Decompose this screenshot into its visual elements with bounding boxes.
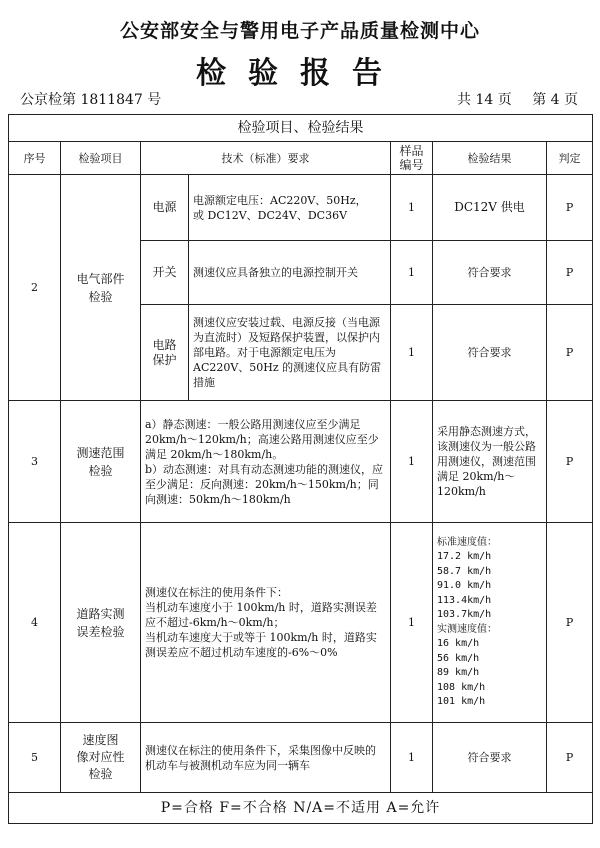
row-item: 道路实测 误差检验 <box>61 523 141 723</box>
table-row <box>9 723 593 793</box>
verdict: P <box>547 401 593 523</box>
org-name: 公安部安全与警用电子产品质量检测中心 <box>119 20 480 42</box>
table-row <box>9 175 593 241</box>
verdict: P <box>547 723 593 793</box>
sample-no: 1 <box>391 723 433 793</box>
page-title: 检验报告 <box>196 56 404 91</box>
row-no: 3 <box>9 401 61 523</box>
result: 符合要求 <box>433 305 547 401</box>
row-item: 电气部件 检验 <box>61 175 141 401</box>
verdict: P <box>547 175 593 241</box>
row-no: 4 <box>9 523 61 723</box>
verdict-legend: P=合格 F=不合格 N/A=不适用 A=允许 <box>9 793 593 824</box>
header-requirement: 技术（标准）要求 <box>141 142 391 175</box>
row-no: 5 <box>9 723 61 793</box>
header-sample: 样品 编号 <box>391 142 433 175</box>
row-requirement: 测速仪在标注的使用条件下： 当机动车速度小于 100km/h 时，道路实测误差应不超过-6km/h～0km/h； 当机动车速度大于或等于 100km/h 时，道路实测误差应不超过机动车速度的-6%～0% <box>141 523 391 723</box>
sub-item-requirement: 测速仪应具备独立的电源控制开关 <box>189 241 391 305</box>
sub-item-label: 电路 保护 <box>141 305 189 401</box>
page-number: 第 4 页 <box>532 92 578 108</box>
table-row <box>9 401 593 523</box>
sub-item-label: 开关 <box>141 241 189 305</box>
result: 采用静态测速方式，该测速仪为一般公路用测速仪，测速范围满足 20km/h～120km/h <box>433 401 547 523</box>
header-verdict: 判定 <box>547 142 593 175</box>
total-pages: 共 14 页 <box>457 92 512 108</box>
sub-item-requirement: 电源额定电压：AC220V、50Hz， 或 DC12V、DC24V、DC36V <box>189 175 391 241</box>
inspection-table <box>8 114 593 824</box>
result: 标准速度值： 17.2 km/h 58.7 km/h 91.0 km/h 113.4km/h 103.7km/h 实测速度值： 16 km/h 56 km/h 89 km/h 108 km/h 101 km/h <box>433 523 547 723</box>
report-number: 公京检第 1811847 号 <box>20 92 162 108</box>
page-info <box>441 89 578 109</box>
table-caption: 检验项目、检验结果 <box>9 115 593 142</box>
sample-no: 1 <box>391 305 433 401</box>
result: 符合要求 <box>433 723 547 793</box>
header-item: 检验项目 <box>61 142 141 175</box>
table-row <box>9 523 593 723</box>
row-requirement: a）静态测速：一般公路用测速仪应至少满足 20km/h～120km/h；高速公路用测速仪应至少满足 20km/h～180km/h。 b）动态测速：对具有动态测速功能的测速仪，应至少满足：反向测速：20km/h～150km/h；同向测速：50km/h～180km/h <box>141 401 391 523</box>
result: 符合要求 <box>433 241 547 305</box>
verdict: P <box>547 241 593 305</box>
header-result: 检验结果 <box>433 142 547 175</box>
sample-no: 1 <box>391 175 433 241</box>
header-no: 序号 <box>9 142 61 175</box>
sample-no: 1 <box>391 241 433 305</box>
sub-item-label: 电源 <box>141 175 189 241</box>
sample-no: 1 <box>391 523 433 723</box>
row-requirement: 测速仪在标注的使用条件下，采集图像中反映的机动车与被测机动车应为同一辆车 <box>141 723 391 793</box>
verdict: P <box>547 523 593 723</box>
row-item: 测速范围 检验 <box>61 401 141 523</box>
sample-no: 1 <box>391 401 433 523</box>
row-no: 2 <box>9 175 61 401</box>
table-header-row <box>9 142 593 175</box>
row-item: 速度图 像对应性 检验 <box>61 723 141 793</box>
verdict: P <box>547 305 593 401</box>
result: DC12V 供电 <box>433 175 547 241</box>
sub-item-requirement: 测速仪应安装过载、电源反接（当电源为直流时）及短路保护装置，以保护内部电路。对于电源额定电压为 AC220V、50Hz 的测速仪应具有防雷措施 <box>189 305 391 401</box>
